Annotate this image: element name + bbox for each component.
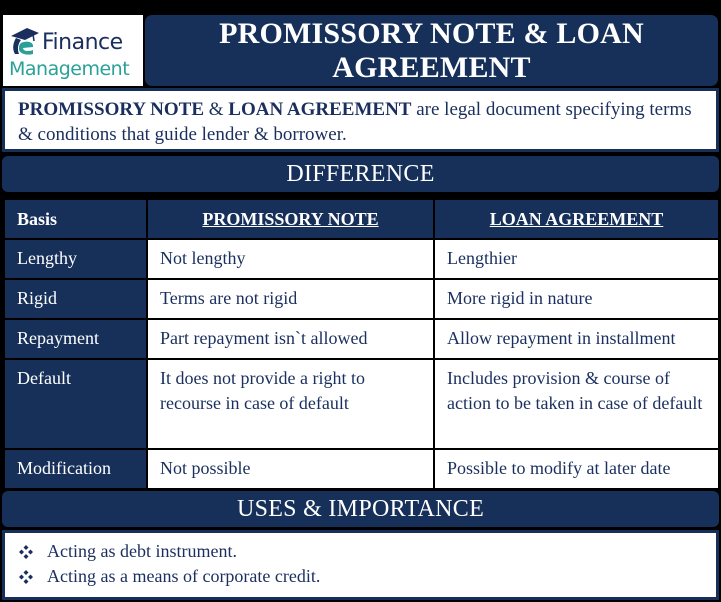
row-promissory: Not possible [147,449,434,489]
section-heading-uses: USES & IMPORTANCE [2,491,719,527]
page-title: PROMISSORY NOTE & LOAN AGREEMENT [219,16,644,84]
table-row [4,449,719,489]
section-heading-difference: DIFFERENCE [2,156,719,192]
table-row [4,279,719,319]
row-basis: Default [4,359,147,449]
intro-bold-loan: LOAN AGREEMENT [228,99,412,120]
list-item-text: Acting as debt instrument. [47,541,237,561]
comparison-table [3,198,720,490]
uses-list [2,530,719,600]
graduation-cap-e-icon [7,23,41,57]
title-banner [145,15,718,86]
four-diamond-bullet-icon [19,570,33,584]
list-item [19,539,702,564]
header-basis: Basis [4,199,147,239]
row-promissory: Part repayment isn`t allowed [147,319,434,359]
intro-amp: & [204,99,229,120]
row-promissory: It does not provide a right to recourse in case of default [147,359,434,449]
row-promissory: Not lengthy [147,239,434,279]
intro-bold-promissory: PROMISSORY NOTE [18,99,205,120]
row-promissory: Terms are not rigid [147,279,434,319]
row-loan: More rigid in nature [434,279,719,319]
logo-text-finance: Finance [42,30,123,55]
table-row [4,239,719,279]
row-loan: Possible to modify at later date [434,449,719,489]
table-row [4,319,719,359]
row-basis: Modification [4,449,147,489]
list-item [19,564,702,589]
list-item-text: Acting as a means of corporate credit. [47,566,321,586]
four-diamond-bullet-icon [19,545,33,559]
table-header-row [4,199,719,239]
logo-text-management: Management [9,58,130,80]
row-loan: Lengthier [434,239,719,279]
table-row [4,359,719,449]
row-basis: Rigid [4,279,147,319]
intro-box [2,88,719,152]
row-loan: Allow repayment in installment [434,319,719,359]
header-promissory-note: PROMISSORY NOTE [147,199,434,239]
header-loan-agreement: LOAN AGREEMENT [434,199,719,239]
row-basis: Lengthy [4,239,147,279]
row-loan: Includes provision & course of action to be taken in case of default [434,359,719,449]
intro-rest: are legal document specifying terms & conditions that guide lender & borrower. [18,99,692,145]
row-basis: Repayment [4,319,147,359]
intro-text [18,99,692,145]
logo [3,15,143,86]
